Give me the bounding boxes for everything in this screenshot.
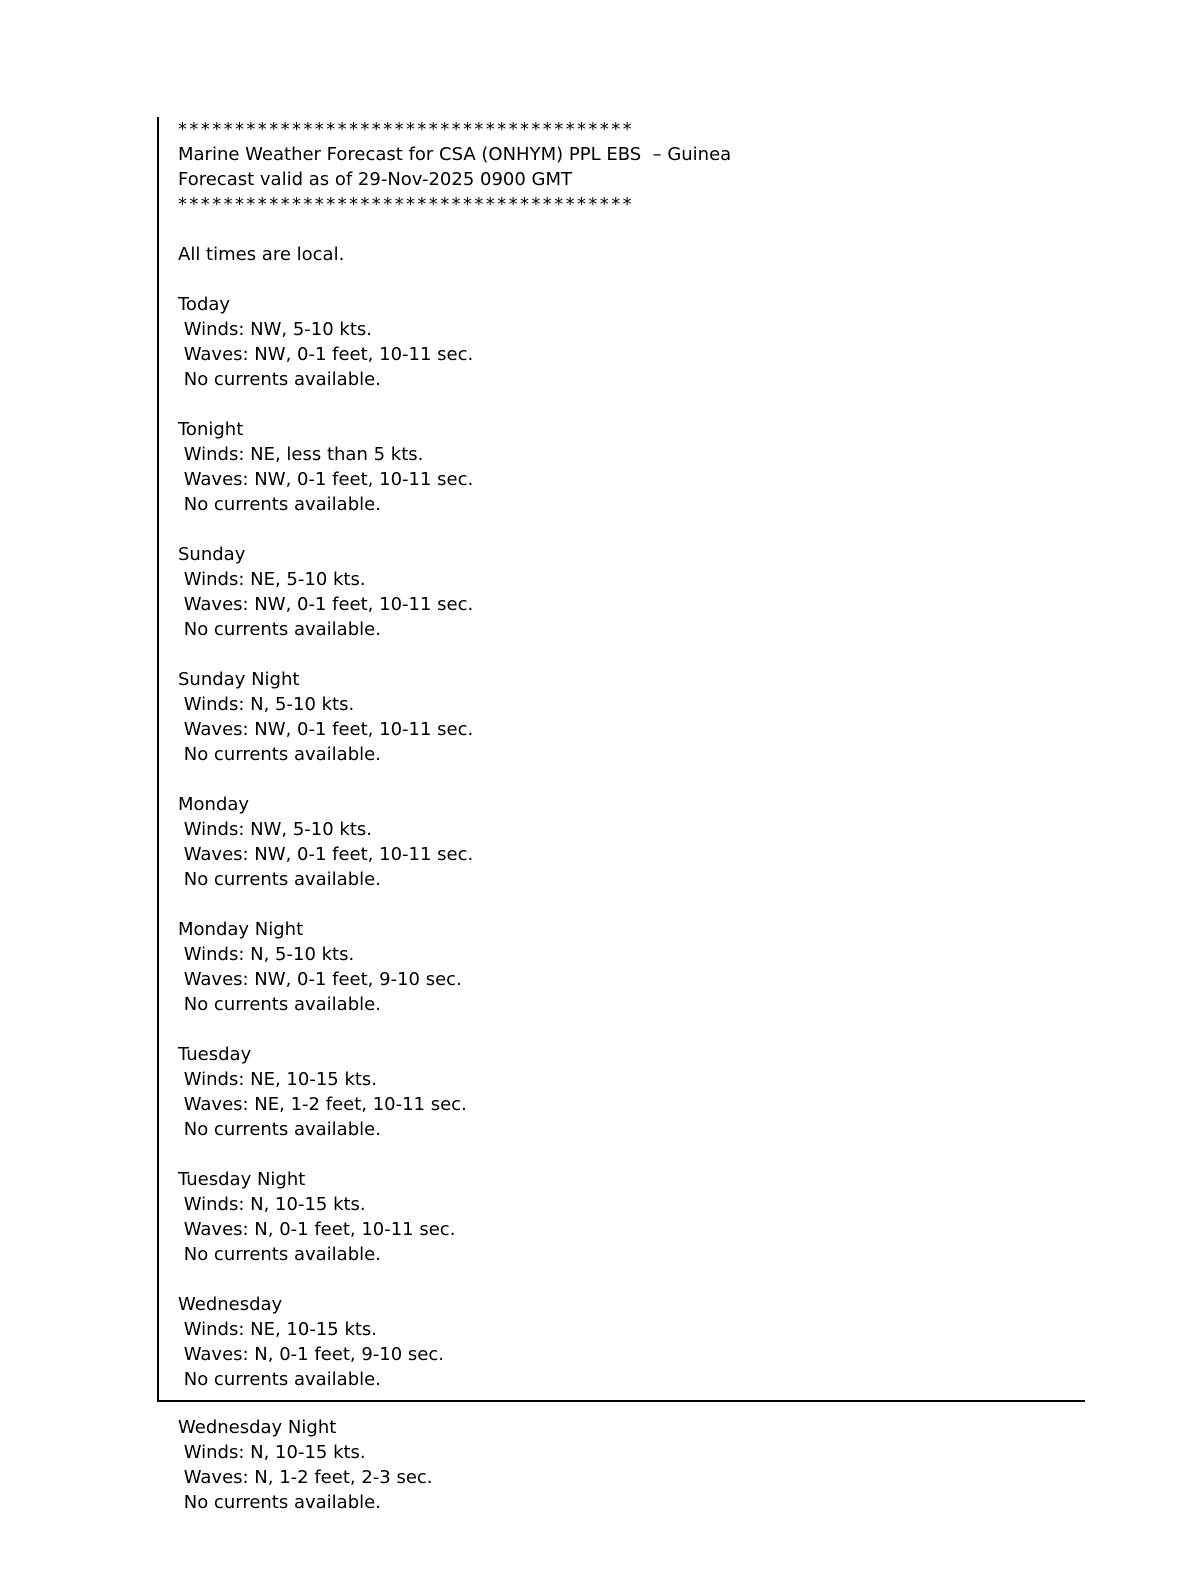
section-title: Sunday [178, 544, 246, 565]
waves-line: Waves: NW, 0-1 feet, 10-11 sec. [178, 344, 474, 365]
forecast-section-sunday [178, 542, 1085, 642]
currents-line: No currents available. [178, 994, 381, 1015]
section-title: Tuesday [178, 1044, 252, 1065]
section-title: Monday [178, 794, 250, 815]
winds-line: Winds: NE, 5-10 kts. [178, 569, 366, 590]
section-title: Tuesday Night [178, 1169, 306, 1190]
forecast-text-frame [157, 117, 1085, 1402]
forecast-section-tonight [178, 417, 1085, 517]
forecast-section-monday-night [178, 917, 1085, 1017]
forecast-section-sunday-night [178, 667, 1085, 767]
waves-line: Waves: NW, 0-1 feet, 9-10 sec. [178, 969, 462, 990]
waves-line: Waves: NW, 0-1 feet, 10-11 sec. [178, 469, 474, 490]
waves-line: Waves: NE, 1-2 feet, 10-11 sec. [178, 1094, 467, 1115]
waves-line: Waves: NW, 0-1 feet, 10-11 sec. [178, 844, 474, 865]
section-title: Today [178, 294, 231, 315]
waves-line: Waves: N, 0-1 feet, 10-11 sec. [178, 1219, 456, 1240]
forecast-section-wednesday-night [178, 1415, 433, 1515]
winds-line: Winds: NE, less than 5 kts. [178, 444, 424, 465]
winds-line: Winds: N, 5-10 kts. [178, 694, 355, 715]
forecast-section-tuesday-night [178, 1167, 1085, 1267]
currents-line: No currents available. [178, 494, 381, 515]
currents-line: No currents available. [178, 1244, 381, 1265]
currents-line: No currents available. [178, 369, 381, 390]
section-title: Monday Night [178, 919, 304, 940]
forecast-section-wednesday [178, 1292, 1085, 1392]
waves-line: Waves: N, 1-2 feet, 2-3 sec. [178, 1467, 433, 1488]
page-overflow-text [178, 1415, 433, 1515]
document-title: Marine Weather Forecast for CSA (ONHYM) PPL EBS – Guinea [178, 144, 732, 165]
section-title: Tonight [178, 419, 244, 440]
winds-line: Winds: NW, 5-10 kts. [178, 319, 372, 340]
section-title: Wednesday Night [178, 1417, 337, 1438]
forecast-section-tuesday [178, 1042, 1085, 1142]
times-note: All times are local. [178, 244, 345, 265]
stars-divider-bottom: **************************************** [178, 194, 634, 215]
forecast-section-today [178, 292, 1085, 392]
winds-line: Winds: N, 5-10 kts. [178, 944, 355, 965]
currents-line: No currents available. [178, 1119, 381, 1140]
section-title: Sunday Night [178, 669, 300, 690]
currents-line: No currents available. [178, 869, 381, 890]
currents-line: No currents available. [178, 1369, 381, 1390]
winds-line: Winds: NE, 10-15 kts. [178, 1069, 378, 1090]
waves-line: Waves: NW, 0-1 feet, 10-11 sec. [178, 594, 474, 615]
winds-line: Winds: NE, 10-15 kts. [178, 1319, 378, 1340]
winds-line: Winds: NW, 5-10 kts. [178, 819, 372, 840]
waves-line: Waves: NW, 0-1 feet, 10-11 sec. [178, 719, 474, 740]
currents-line: No currents available. [178, 1492, 381, 1513]
stars-divider-top: **************************************** [178, 119, 634, 140]
currents-line: No currents available. [178, 744, 381, 765]
winds-line: Winds: N, 10-15 kts. [178, 1442, 366, 1463]
waves-line: Waves: N, 0-1 feet, 9-10 sec. [178, 1344, 444, 1365]
currents-line: No currents available. [178, 619, 381, 640]
winds-line: Winds: N, 10-15 kts. [178, 1194, 366, 1215]
section-title: Wednesday [178, 1294, 283, 1315]
forecast-valid-line: Forecast valid as of 29-Nov-2025 0900 GMT [178, 169, 572, 190]
forecast-section-monday [178, 792, 1085, 892]
